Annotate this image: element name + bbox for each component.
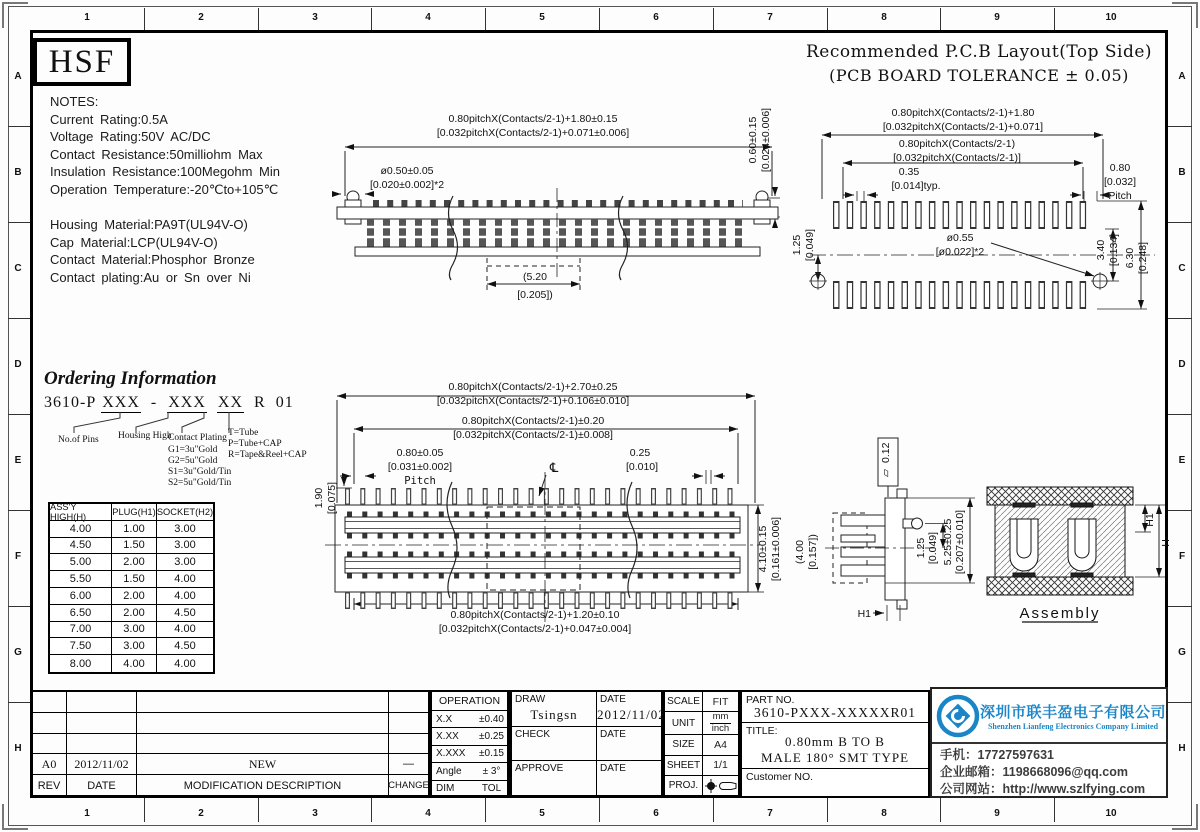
unit-label: UNIT xyxy=(665,712,703,735)
ruler-tick xyxy=(8,126,30,127)
ruler-col: 3 xyxy=(312,808,318,819)
title-label: TITLE: xyxy=(746,725,778,737)
approve-cell xyxy=(512,761,597,796)
height-table-cell: 4.00 xyxy=(157,622,213,639)
height-table-cell: 4.50 xyxy=(157,638,213,655)
revision-empty-cell xyxy=(67,713,137,734)
ruler-tick xyxy=(144,8,145,30)
ruler-row: B xyxy=(14,167,22,178)
tolerance-value: ±0.15 xyxy=(476,746,508,763)
height-table-cell: 1.00 xyxy=(112,521,157,538)
height-table-cell: 2.00 xyxy=(112,588,157,605)
height-table-cell: 4.50 xyxy=(50,538,112,555)
note-line: NOTES: xyxy=(50,94,99,109)
revision-empty-cell xyxy=(67,692,137,713)
dim-label: Pitch xyxy=(404,475,436,487)
note-line: Current Rating:0.5A xyxy=(50,111,168,127)
ruler-tick xyxy=(599,8,600,30)
ruler-col: 5 xyxy=(539,12,545,23)
draw-date-cell xyxy=(597,692,666,727)
ordering-plating-option: G2=5u"Gold xyxy=(168,456,218,466)
unit-mm: mm xyxy=(710,712,732,724)
ruler-tick xyxy=(827,798,828,822)
revision-header-rev: REV xyxy=(32,775,67,796)
tolerance-dim: X.X xyxy=(432,711,476,728)
revision-description: NEW xyxy=(137,754,389,775)
height-table-cell: 2.00 xyxy=(112,605,157,622)
company-logo-icon xyxy=(936,694,980,738)
ordering-code-pins: XXX xyxy=(102,394,140,411)
ordering-leader-lines xyxy=(44,412,324,434)
ruler-tick xyxy=(1168,222,1192,223)
company-name-cn: 深圳市联丰盈电子有限公司 xyxy=(980,703,1167,721)
revision-header-date: DATE xyxy=(67,775,137,796)
dim-label: 0.80pitchX(Contacts/2-1)+1.20±0.10 xyxy=(450,609,620,621)
part-no-value: 3610-PXXX-XXXXXR01 xyxy=(754,705,916,720)
dim-label: H1 xyxy=(857,608,871,620)
note-line: Contact Material:Phosphor Bronze xyxy=(50,252,255,268)
tolerance-value: TOL xyxy=(476,781,508,798)
dim-label: (5.20 xyxy=(523,271,547,283)
height-table-header: PLUG(H1) xyxy=(112,504,157,521)
part-no-label: PART NO. xyxy=(746,694,795,706)
centerline-symbol: ℄ xyxy=(549,461,559,476)
ruler-col: 3 xyxy=(312,12,318,23)
ruler-row: E xyxy=(1178,455,1186,466)
revision-empty-cell xyxy=(389,713,428,734)
ruler-col: 7 xyxy=(767,808,773,819)
height-table-cell: 4.00 xyxy=(157,588,213,605)
dim-label: [0.205]) xyxy=(517,289,553,301)
note-line: Housing Material:PA9T(UL94V-O) xyxy=(50,217,248,233)
draw-date: 2012/11/02 xyxy=(597,707,666,722)
assembly-label: Assembly xyxy=(1019,605,1101,622)
height-table-cell: 4.00 xyxy=(112,655,157,672)
company-name-en: Shenzhen Lianfeng Electronics Company Limited xyxy=(987,721,1159,731)
ordering-plating-option: G1=3u"Gold xyxy=(168,445,218,455)
part-block xyxy=(740,690,930,798)
note-line: Voltage Rating:50V AC/DC xyxy=(50,129,211,145)
company-block xyxy=(930,687,1168,798)
revision-date: 2012/11/02 xyxy=(67,754,137,775)
dim-label: 3.40 xyxy=(1095,239,1107,261)
customer-no-cell xyxy=(742,769,928,796)
note-line: Operation Temperature:-20℃to+105℃ xyxy=(50,181,279,197)
revision-empty-cell xyxy=(32,713,67,734)
sheet-value: 1/1 xyxy=(703,756,738,776)
height-table-cell: 1.50 xyxy=(112,538,157,555)
dim-label: [0.032pitchX(Contacts/2-1)+0.047±0.004] xyxy=(438,623,632,635)
revision-change: — xyxy=(389,754,428,775)
size-value: A4 xyxy=(703,735,738,755)
ruler-tick xyxy=(713,798,714,822)
hsf-logo-text: HSF xyxy=(48,43,116,80)
company-names xyxy=(980,701,1166,731)
ruler-col: 9 xyxy=(994,12,1000,23)
approve-label: APPROVE xyxy=(515,763,564,775)
height-table-cell: 5.00 xyxy=(50,554,112,571)
plan-view-drawing xyxy=(310,372,785,647)
dim-label: [0.161±0.006] xyxy=(770,516,782,582)
ruler-col: 1 xyxy=(84,808,90,819)
date-label: DATE xyxy=(600,763,626,775)
height-table-cell: 3.00 xyxy=(157,521,213,538)
dim-label: 1.25 xyxy=(915,537,927,559)
height-table-cell: 4.00 xyxy=(50,521,112,538)
draw-cell xyxy=(512,692,597,727)
dim-label: [0.049] xyxy=(804,228,816,262)
ruler-col: 7 xyxy=(767,12,773,23)
tolerance-value: ±0.25 xyxy=(476,728,508,745)
ruler-col: 2 xyxy=(198,12,204,23)
dim-label: [0.157]) xyxy=(807,534,819,570)
front-view-drawing xyxy=(335,100,780,315)
revision-empty-cell xyxy=(67,734,137,755)
dim-label: [0.032pitchX(Contacts/2-1)+0.106±0.010] xyxy=(436,395,630,407)
dim-label: [ø0.022]*2 xyxy=(935,246,985,258)
company-email: 企业邮箱：1198668096@qq.com xyxy=(940,765,1128,779)
ruler-tick xyxy=(713,8,714,30)
ordering-label-housing: Housing High xyxy=(118,431,172,441)
note-line: Insulation Resistance:100Megohm Min xyxy=(50,164,281,180)
dim-label: ø0.50±0.05 xyxy=(380,165,434,177)
height-table-cell: 3.00 xyxy=(112,638,157,655)
ruler-tick xyxy=(1168,318,1192,319)
title-cell xyxy=(742,723,928,769)
ruler-row: H xyxy=(1178,743,1186,754)
third-angle-projection-icon xyxy=(704,779,738,793)
height-table-cell: 4.00 xyxy=(157,571,213,588)
revision-empty-cell xyxy=(32,692,67,713)
note-line: Cap Material:LCP(UL94V-O) xyxy=(50,234,218,250)
plan-view-body xyxy=(325,472,760,622)
pcb-layout-heading xyxy=(788,42,1170,85)
height-table-cell: 1.50 xyxy=(112,571,157,588)
ruler-col: 6 xyxy=(653,808,659,819)
scale-value: FIT xyxy=(703,692,738,712)
dim-label: [0.207±0.010] xyxy=(954,509,966,575)
dim-label: [0.075] xyxy=(326,481,338,515)
unit-inch: inch xyxy=(711,722,730,734)
ordering-code-packing: R xyxy=(254,394,266,411)
ordering-packing-option: P=Tube+CAP xyxy=(228,439,282,449)
tolerance-table-header: OPERATION xyxy=(432,692,508,711)
check-cell xyxy=(512,727,597,762)
ruler-tick xyxy=(8,414,30,415)
revision-empty-cell xyxy=(137,692,389,713)
customer-no-label: Customer NO. xyxy=(746,771,814,783)
note-line: Contact Resistance:50milliohm Max xyxy=(50,146,263,162)
dim-label: 1.90 xyxy=(313,487,325,509)
dim-label: 0.80pitchX(Contacts/2-1) xyxy=(898,138,1016,150)
dim-label: [0.031±0.002] xyxy=(387,461,453,473)
dim-label: Pitch xyxy=(1108,190,1132,202)
dim-label: [0.010] xyxy=(625,461,659,473)
ruler-tick xyxy=(8,510,30,511)
dim-label: (4.00 xyxy=(794,540,806,564)
tolerance-dim: Angle xyxy=(432,763,476,780)
revision-header-desc: MODIFICATION DESCRIPTION xyxy=(137,775,389,796)
dim-label: 0.80 xyxy=(1109,162,1131,174)
ruler-row: D xyxy=(14,359,22,370)
dim-label: 4.10±0.15 xyxy=(757,525,769,573)
ruler-tick xyxy=(8,606,30,607)
height-table-header: ASS'Y HIGH(H) xyxy=(50,504,112,521)
tolerance-dim: X.XXX xyxy=(432,746,476,763)
ordering-label-pins: No.of Pins xyxy=(58,435,99,445)
unit-value xyxy=(703,712,738,735)
meta-table xyxy=(663,690,740,798)
tolerance-dim: DIM xyxy=(432,781,476,798)
height-table-cell: 8.00 xyxy=(50,655,112,672)
dim-label: H1 xyxy=(1144,513,1156,527)
part-no-cell xyxy=(742,692,928,723)
revision-empty-cell xyxy=(389,734,428,755)
dim-label: 1.25 xyxy=(791,234,803,256)
ruler-col: 10 xyxy=(1105,12,1117,23)
company-contact xyxy=(932,744,1166,801)
ruler-tick xyxy=(8,222,30,223)
date-label: DATE xyxy=(600,694,626,705)
ruler-col: 4 xyxy=(425,12,431,23)
dim-label: [0.248] xyxy=(1137,241,1149,275)
dim-label: 0.80±0.05 xyxy=(396,447,444,459)
ruler-tick xyxy=(371,798,372,822)
ordering-plating-option: S2=5u"Gold/Tin xyxy=(168,478,232,488)
dim-label: [0.014]typ. xyxy=(891,180,941,192)
draw-name: Tsingsn xyxy=(530,707,578,722)
revision-empty-cell xyxy=(32,734,67,755)
dim-label: 0.80pitchX(Contacts/2-1)+2.70±0.25 xyxy=(448,381,618,393)
ruler-col: 2 xyxy=(198,808,204,819)
title-line2: MALE 180° SMT TYPE xyxy=(760,750,910,765)
ruler-tick xyxy=(940,798,941,822)
dim-label: [0.020±0.002]*2 xyxy=(369,179,445,191)
dim-label: 6.30 xyxy=(1124,247,1136,269)
dim-label: 0.80pitchX(Contacts/2-1)±0.20 xyxy=(461,415,605,427)
dim-label: H xyxy=(1160,539,1172,547)
ordering-code-housing: XXX xyxy=(168,394,206,411)
ordering-packing-option: R=Tape&Reel+CAP xyxy=(228,450,307,460)
pcb-layout-drawing xyxy=(791,95,1170,330)
dim-label: 0.60±0.15 xyxy=(747,116,759,164)
company-phone: 手机：17727597631 xyxy=(940,748,1054,762)
date-label: DATE xyxy=(600,728,626,740)
ruler-tick xyxy=(827,8,828,30)
ordering-plating-option: S1=3u"Gold/Tin xyxy=(168,467,232,477)
ruler-col: 4 xyxy=(425,808,431,819)
dim-label: [0.032pitchX(Contacts/2-1)] xyxy=(893,152,1021,164)
size-label: SIZE xyxy=(665,735,703,755)
tolerance-value: ± 3° xyxy=(476,763,508,780)
dim-label: 0.80pitchX(Contacts/2-1)+1.80 xyxy=(891,107,1035,119)
dim-label: 0.12 xyxy=(880,442,892,463)
height-table-cell: 3.00 xyxy=(157,538,213,555)
ruler-tick xyxy=(8,318,30,319)
ruler-tick xyxy=(1168,702,1192,703)
dim-label: [0.134] xyxy=(1108,233,1120,267)
dim-label: ø0.55 xyxy=(946,232,974,244)
height-table-cell: 6.00 xyxy=(50,588,112,605)
signoff-table xyxy=(510,690,666,798)
check-date-cell xyxy=(597,727,663,762)
ruler-row: C xyxy=(1178,263,1186,274)
dim-label: 0.80pitchX(Contacts/2-1)+1.80±0.15 xyxy=(448,113,618,125)
height-table-cell: 5.50 xyxy=(50,571,112,588)
revision-empty-cell xyxy=(137,713,389,734)
height-table-cell: 4.50 xyxy=(157,605,213,622)
ordering-label-plating: Contact Plating xyxy=(168,433,227,443)
ruler-col: 8 xyxy=(881,808,887,819)
scale-label: SCALE xyxy=(665,692,703,712)
notes-block xyxy=(50,94,360,288)
tolerance-table xyxy=(430,690,510,798)
ruler-row: F xyxy=(14,551,22,562)
ordering-code-dash: - xyxy=(150,394,158,411)
ruler-row: B xyxy=(1178,167,1186,178)
assembly-view xyxy=(987,487,1165,622)
ruler-col: 6 xyxy=(653,12,659,23)
dim-label: [0.032pitchX(Contacts/2-1)+0.071] xyxy=(882,121,1044,133)
hsf-logo xyxy=(33,38,131,86)
ruler-col: 9 xyxy=(994,808,1000,819)
dim-label: 5.25±0.25 xyxy=(942,518,954,566)
ruler-row: F xyxy=(1178,551,1186,562)
revision-empty-cell xyxy=(137,734,389,755)
ruler-tick xyxy=(1168,414,1192,415)
ruler-tick xyxy=(599,798,600,822)
height-table-cell: 6.50 xyxy=(50,605,112,622)
ordering-code xyxy=(44,394,299,413)
height-table-cell: 4.00 xyxy=(174,657,196,670)
draw-label: DRAW xyxy=(515,694,546,705)
ruler-col: 5 xyxy=(539,808,545,819)
dim-label: [0.024±0.006] xyxy=(760,107,772,173)
ordering-code-prefix: 3610-P xyxy=(44,394,97,411)
dim-label: 0.25 xyxy=(629,447,651,459)
ruler-tick xyxy=(1168,126,1192,127)
height-table xyxy=(48,502,215,674)
ruler-row: A xyxy=(14,71,22,82)
note-line: Contact plating:Au or Sn over Ni xyxy=(50,269,251,285)
approve-date-cell xyxy=(597,761,663,796)
note-line xyxy=(50,200,360,218)
revision-header-change: CHANGE xyxy=(388,780,429,792)
ruler-tick xyxy=(940,8,941,30)
ruler-row: G xyxy=(14,647,22,658)
pcb-layout-tolerance: (PCB BOARD TOLERANCE ± 0.05) xyxy=(829,66,1129,85)
ruler-col: 1 xyxy=(84,12,90,23)
ruler-tick xyxy=(1054,8,1055,30)
ruler-col: 8 xyxy=(881,12,887,23)
pcb-layout-title: Recommended P.C.B Layout(Top Side) xyxy=(805,42,1153,62)
ruler-tick xyxy=(144,798,145,822)
dim-label: [0.032pitchX(Contacts/2-1)±0.008] xyxy=(453,429,613,441)
ruler-row: E xyxy=(14,455,22,466)
ruler-col: 10 xyxy=(1105,808,1117,819)
ruler-tick xyxy=(8,702,30,703)
front-view-body xyxy=(337,188,778,292)
ordering-packing-option: T=Tube xyxy=(228,428,259,438)
dim-label: [0.032] xyxy=(1103,176,1137,188)
dim-label: 0.35 xyxy=(898,166,920,178)
ruler-row: C xyxy=(14,263,22,274)
height-table-header: SOCKET(H2) xyxy=(157,504,213,521)
revision-table xyxy=(30,690,430,798)
ruler-tick xyxy=(371,8,372,30)
ruler-row: A xyxy=(1178,71,1186,82)
sheet-label: SHEET xyxy=(665,756,703,776)
flatness-symbol: ▱ xyxy=(880,468,892,477)
dim-label: [0.049] xyxy=(927,531,939,565)
revision-empty-cell xyxy=(389,692,428,713)
dim-label: [0.032pitchX(Contacts/2-1)+0.071±0.006] xyxy=(436,127,630,139)
ruler-tick xyxy=(1054,798,1055,822)
ordering-info-title: Ordering Information xyxy=(44,368,217,389)
height-table-cell: 3.00 xyxy=(112,622,157,639)
ruler-tick xyxy=(485,8,486,30)
height-table-cell: 7.50 xyxy=(50,638,112,655)
projection-symbol xyxy=(703,776,738,796)
company-header xyxy=(932,689,1166,744)
height-table-cell: 3.00 xyxy=(157,554,213,571)
ruler-tick xyxy=(485,798,486,822)
ruler-row: D xyxy=(1178,359,1186,370)
tolerance-dim: X.XX xyxy=(432,728,476,745)
title-line1: 0.80mm B TO B xyxy=(785,734,885,749)
ordering-code-suffix: 01 xyxy=(275,394,294,411)
ruler-tick xyxy=(258,8,259,30)
ordering-code-plating: XX xyxy=(217,394,244,411)
company-website: 公司网站：http://www.szlfying.com xyxy=(940,782,1146,796)
tolerance-value: ±0.40 xyxy=(476,711,508,728)
side-view-and-assembly-drawing xyxy=(785,425,1185,655)
ruler-row: H xyxy=(14,743,22,754)
revision-rev: A0 xyxy=(32,754,67,775)
ruler-tick xyxy=(258,798,259,822)
height-table-cell: 2.00 xyxy=(112,554,157,571)
check-label: CHECK xyxy=(515,728,551,740)
height-table-cell: 7.00 xyxy=(50,622,112,639)
ruler-row: G xyxy=(1178,647,1186,658)
projection-label: PROJ. xyxy=(665,776,703,796)
